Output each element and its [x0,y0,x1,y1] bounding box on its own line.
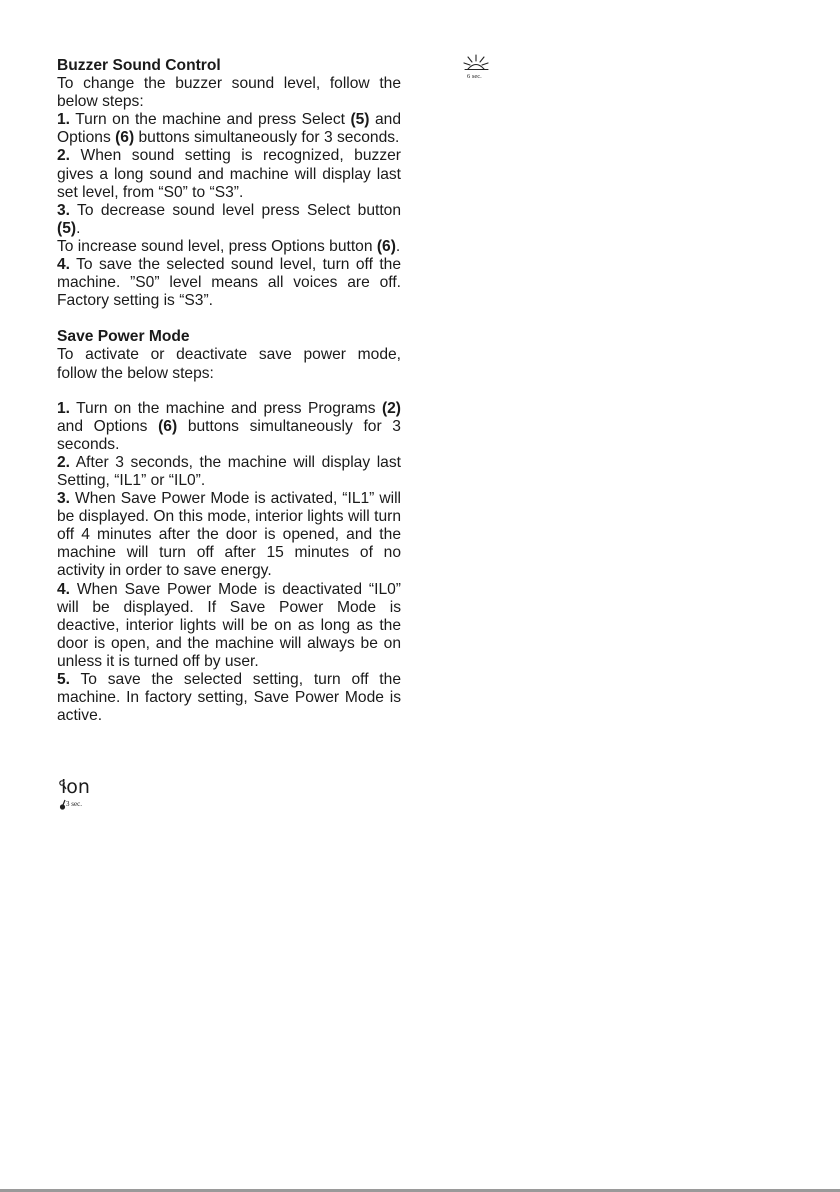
step-text: buttons simultaneously for 3 seconds. [134,129,400,147]
button-ref: (6) [158,417,178,435]
step-text: When Save Power Mode is deactivated “IL0” will be displayed. If Save Power Mode is deactive, interior lights will be on as long as the door is open, and the machine will always be on unless it is turned off by user. [57,580,401,670]
step-text: To save the selected sound level, turn off the machine. ”S0” level means all voices are off. Factory setting is “S3”. [57,256,401,310]
step-number: 4. [57,580,71,598]
buzzer-step-1 [57,111,401,147]
buzzer-section-title: Buzzer Sound Control [57,57,221,74]
step-text: and Options [57,417,159,435]
step-number: 2. [57,147,71,165]
buzzer-step-2 [57,147,401,201]
step-number: 5. [57,671,71,688]
buzzer-step-3b [57,238,401,256]
ion-icon-label: ion [61,776,90,798]
ion-icon-caption: 3 sec. [66,800,82,808]
step-text-end: . [76,219,81,237]
light-rays-icon [461,52,501,86]
step-number: 1. [57,111,71,129]
step-text: When Save Power Mode is activated, “IL1” will be displayed. On this mode, interior lights will turn off 4 minutes after the door is opened, and the machine will turn off after 15 minutes of no activity in order to save energy. [57,490,401,580]
step-text: Turn on the machine and press Select [70,111,351,129]
power-step-3 [57,490,401,580]
power-step-4 [57,581,401,671]
button-ref: (2) [381,399,401,417]
step-number: 1. [57,399,71,417]
step-number: 2. [57,453,71,471]
button-ref: (6) [115,129,135,147]
ion-icon [58,776,108,812]
step-text: To increase sound level, press Options button [57,237,377,255]
step-text: To save the selected setting, turn off the machine. In factory setting, Save Power Mode is active. [57,671,401,725]
power-section-title: Save Power Mode [57,328,190,346]
light-icon-caption: 6 sec. [467,73,482,80]
step-number: 4. [57,256,71,274]
button-ref: (5) [350,111,370,129]
buzzer-step-4 [57,256,401,310]
step-text: buttons simultaneously for 3 seconds. [57,417,401,453]
power-intro: To activate or deactivate save power mode, follow the below steps: [57,346,401,382]
step-text: Turn on the machine and press Programs [70,399,382,417]
power-step-2 [57,454,401,490]
step-number: 3. [57,490,71,508]
step-text: To decrease sound level press Select button [70,201,401,219]
button-ref: (5) [57,219,77,237]
power-step-1 [57,400,401,454]
buzzer-sound-section [57,57,401,725]
step-text: When sound setting is recognized, buzzer gives a long sound and machine will display last set level, from “S0” to “S3”. [57,147,401,201]
step-text-end: . [395,237,401,255]
buzzer-step-3 [57,202,401,238]
step-number: 3. [57,201,71,219]
light-rays-icon-graphic [461,52,501,74]
step-text: and Options [57,111,401,147]
button-ref: (6) [376,237,396,255]
power-step-5 [57,671,401,725]
buzzer-intro: To change the buzzer sound level, follow the below steps: [57,75,401,111]
step-text: After 3 seconds, the machine will display last Setting, “IL1” or “IL0”. [57,453,401,489]
